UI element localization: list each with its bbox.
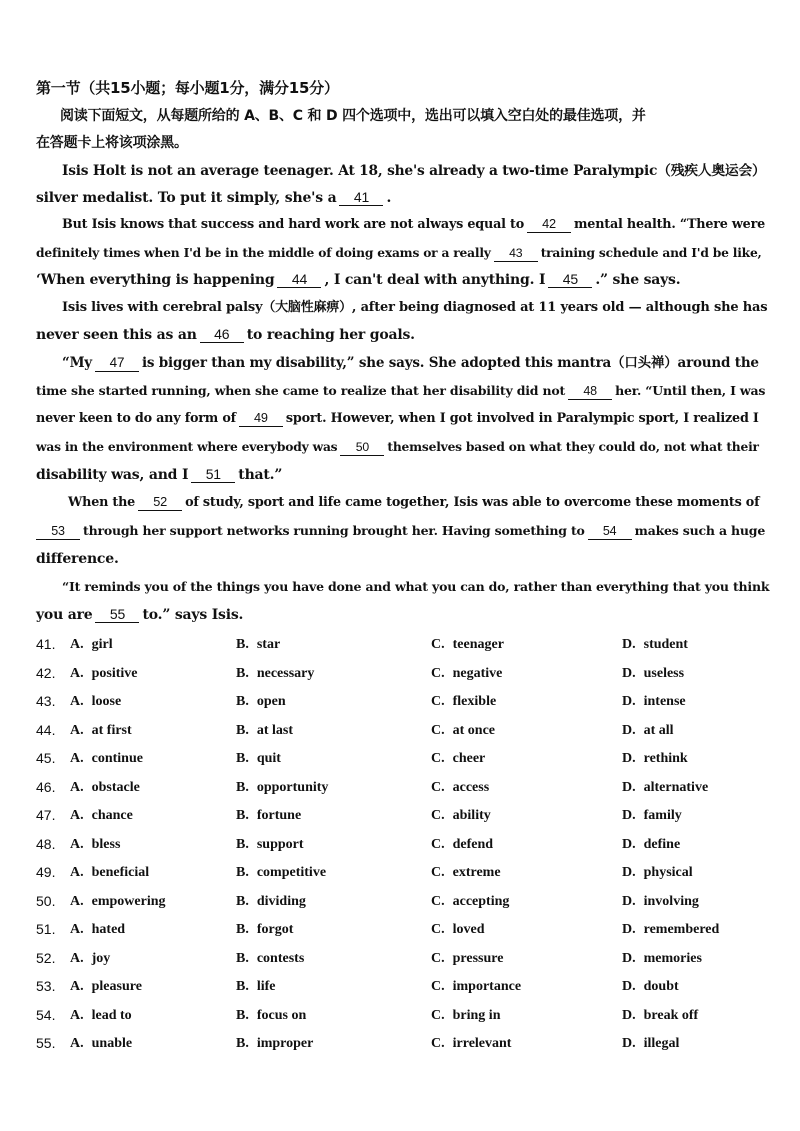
option-c [431,1032,511,1055]
option-text: open [256,694,286,709]
instruction-line-1: 阅读下面短文，从每题所给的 A、B、C 和 D 四个选项中，选出可以填入空白处的最佳选项，并 [60,108,646,124]
option-c [431,918,485,941]
blank-52: 52 [138,494,182,511]
question-number: 43. [36,693,56,709]
text: to.” says Isis. [142,607,244,623]
option-d [622,918,719,941]
option-letter: D. [622,779,636,795]
option-letter: B. [236,922,249,937]
blank-43: 43 [494,245,538,262]
option-text: lead to [91,1007,132,1023]
option-text: empowering [91,893,166,909]
text: you are [36,607,93,623]
option-letter: A. [70,950,84,966]
option-d [622,1032,679,1055]
text: “My [62,355,92,371]
option-letter: B. [236,893,249,909]
option-text: cheer [452,751,486,766]
question-number: 49. [36,864,56,880]
option-a [70,776,140,799]
option-letter: B. [236,751,249,766]
option-d [622,719,674,742]
question-number: 46. [36,778,56,795]
blank-42: 42 [527,216,571,233]
option-d [622,947,702,970]
option-a [70,690,121,713]
option-text: define [643,836,681,852]
option-text: family [643,808,682,823]
option-row [0,947,800,969]
question-number: 45. [36,750,56,766]
option-letter: B. [236,779,249,795]
option-text: forgot [256,922,294,937]
option-text: teenager [452,637,504,652]
option-text: doubt [643,979,679,994]
option-letter: D. [622,722,636,738]
option-text: defend [452,836,494,852]
blank-53: 53 [36,523,80,540]
option-letter: C. [431,893,445,909]
option-row [0,975,800,997]
option-letter: A. [70,637,84,652]
question-number: 55. [36,1035,56,1051]
passage-line [62,215,770,235]
text: sport. However, when I got involved in Paralympic sport, I realized I [285,411,759,426]
text: is bigger than my disability,” she says. She adopted this mantra [141,355,612,371]
passage-line [68,493,770,513]
option-row [0,719,800,741]
option-text: competitive [256,865,327,880]
option-letter: C. [431,751,445,766]
option-a [70,719,132,742]
text: definitely times when I'd be in the middle of doing exams or a really [36,245,491,260]
option-letter: C. [431,836,445,852]
option-text: opportunity [256,779,329,795]
passage-line [62,353,770,373]
option-b [236,861,326,884]
option-letter: A. [70,1007,84,1023]
option-text: positive [91,665,138,681]
option-a [70,947,110,970]
option-text: accepting [452,893,510,909]
option-c [431,776,489,799]
blank-47: 47 [95,355,139,372]
passage-line: difference. [36,551,119,567]
option-row [0,833,800,855]
option-letter: D. [622,893,636,909]
blank-54: 54 [588,523,632,540]
text: never seen this as an [36,327,197,343]
option-row [0,776,800,798]
option-a [70,918,125,941]
option-letter: A. [70,665,84,681]
option-text: star [256,637,281,652]
text: When the [68,495,136,510]
option-c [431,861,501,884]
section-heading: 第一节（共15小题；每小题1分，满分15分） [36,79,339,97]
option-d [622,833,680,856]
option-c [431,690,496,713]
option-text: at last [256,722,294,738]
chinese-gloss: （口头禅） [611,355,678,371]
option-letter: A. [70,1036,84,1051]
option-row [0,1032,800,1054]
option-text: involving [643,893,699,909]
option-a [70,833,120,856]
option-text: flexible [452,694,497,709]
text: But Isis knows that success and hard work are not always equal to [62,217,524,232]
passage-line [36,381,770,401]
option-row [0,1004,800,1026]
passage-line: “It reminds you of the things you have done and what you can do, rather than everything that you think [62,579,770,594]
option-text: unable [91,1036,133,1051]
text: through her support networks running brought her. Having something to [83,523,585,538]
option-text: extreme [452,865,501,880]
option-d [622,804,682,827]
option-letter: C. [431,1007,445,1023]
option-letter: B. [236,694,249,709]
question-number: 52. [36,949,56,966]
question-number: 42. [36,664,56,681]
option-letter: B. [236,950,249,966]
blank-51: 51 [191,466,235,483]
option-a [70,975,142,998]
option-text: student [643,637,688,652]
option-a [70,662,138,685]
option-text: improper [256,1036,314,1051]
text: disability was, and I [36,467,189,483]
option-letter: C. [431,694,445,709]
blank-50: 50 [340,439,384,456]
option-text: necessary [256,665,315,681]
option-text: memories [643,950,702,966]
option-d [622,890,699,913]
option-b [236,747,281,770]
text: never keen to do any form of [36,411,236,426]
option-letter: D. [622,637,636,652]
text: was in the environment where everybody was [36,439,338,454]
option-c [431,1004,500,1027]
option-letter: C. [431,779,445,795]
question-number: 54. [36,1006,56,1023]
option-letter: D. [622,979,636,994]
option-letter: A. [70,893,84,909]
question-number: 48. [36,835,56,852]
option-text: importance [452,979,522,994]
option-letter: C. [431,665,445,681]
option-text: useless [643,665,685,681]
text: that.” [238,467,283,483]
text: to reaching her goals. [246,327,415,343]
option-text: illegal [643,1036,680,1051]
text: Isis lives with cerebral palsy [62,300,263,315]
option-text: access [452,779,490,795]
blank-45: 45 [548,271,592,288]
option-letter: D. [622,950,636,966]
option-letter: C. [431,950,445,966]
option-text: bless [91,836,121,852]
passage-line [36,243,770,263]
option-text: dividing [256,893,306,909]
instruction-line-2: 在答题卡上将该项涂黑。 [36,135,188,151]
option-text: rethink [643,751,688,766]
passage-line [36,521,770,541]
option-text: at once [452,722,496,738]
passage-line [36,465,770,485]
option-letter: C. [431,865,445,880]
option-text: life [256,979,276,994]
option-b [236,690,286,713]
option-text: intense [643,694,686,709]
question-number: 41. [36,636,56,652]
option-c [431,633,504,656]
option-letter: D. [622,1007,636,1023]
option-c [431,747,485,770]
passage-line [62,298,770,318]
text: .” she says. [595,272,681,288]
option-b [236,975,276,998]
option-letter: B. [236,979,249,994]
text: training schedule and I'd be like, [540,245,762,260]
option-letter: B. [236,722,249,738]
option-letter: A. [70,865,84,880]
option-row [0,918,800,940]
option-a [70,747,143,770]
option-letter: A. [70,722,84,738]
option-text: support [256,836,304,852]
blank-48: 48 [568,383,612,400]
option-letter: A. [70,808,84,823]
option-text: negative [452,665,503,681]
option-letter: C. [431,722,445,738]
text: her. “Until then, I was [615,383,766,398]
blank-46: 46 [200,326,244,343]
option-letter: B. [236,808,249,823]
passage-line [36,409,770,429]
option-text: continue [91,751,143,766]
text: time she started running, when she came to realize that her disability did not [36,383,566,398]
option-d [622,861,693,884]
option-letter: C. [431,637,445,652]
option-text: alternative [643,779,709,795]
option-letter: C. [431,808,445,823]
option-letter: B. [236,1036,249,1051]
option-c [431,833,493,856]
option-b [236,662,314,685]
text: . [386,190,392,206]
option-d [622,975,679,998]
option-text: loved [452,922,485,937]
option-text: loose [91,694,122,709]
option-text: chance [91,808,133,823]
option-row [0,690,800,712]
option-text: remembered [643,922,720,937]
option-text: girl [91,637,113,652]
option-letter: D. [622,836,636,852]
question-number: 44. [36,721,56,738]
option-a [70,861,149,884]
option-row [0,747,800,769]
blank-49: 49 [239,410,283,427]
option-a [70,890,166,913]
option-letter: D. [622,865,636,880]
option-b [236,1004,306,1027]
question-number: 53. [36,978,56,994]
option-row [0,861,800,883]
text: makes such a huge [634,523,766,538]
passage-line [62,161,770,181]
option-a [70,1032,132,1055]
option-b [236,776,328,799]
option-letter: B. [236,865,249,880]
text: , after being diagnosed at 11 years old — although she has [351,300,768,315]
text: of study, sport and life came together, Isis was able to overcome these moments of [185,495,760,510]
option-letter: C. [431,1036,445,1051]
question-number: 51. [36,921,56,937]
option-b [236,804,301,827]
option-letter: A. [70,836,84,852]
option-c [431,975,521,998]
option-letter: C. [431,922,445,937]
option-text: quit [256,751,281,766]
option-letter: A. [70,694,84,709]
option-letter: A. [70,979,84,994]
text: themselves based on what they could do, not what their [387,439,759,454]
option-text: ability [452,808,491,823]
option-text: fortune [256,808,302,823]
option-text: hated [91,922,126,937]
option-text: at first [91,722,132,738]
option-letter: B. [236,665,249,681]
option-row [0,662,800,684]
passage-line [36,270,770,290]
option-c [431,804,491,827]
option-text: pressure [452,950,504,966]
option-letter: B. [236,836,249,852]
option-letter: D. [622,694,636,709]
option-d [622,662,684,685]
option-b [236,633,280,656]
option-row [0,804,800,826]
blank-41: 41 [339,189,383,206]
option-d [622,690,686,713]
option-b [236,890,306,913]
option-letter: A. [70,751,84,766]
passage-line [36,188,770,208]
option-b [236,833,304,856]
option-text: contests [256,950,305,966]
option-text: beneficial [91,865,150,880]
option-a [70,804,133,827]
option-d [622,1004,698,1027]
option-b [236,1032,313,1055]
option-text: at all [643,722,674,738]
option-text: focus on [256,1007,307,1023]
text: around the [677,355,759,371]
option-c [431,719,495,742]
option-letter: B. [236,1007,249,1023]
chinese-gloss: （残疾人奥运会） [657,163,766,179]
option-text: physical [643,865,693,880]
option-letter: A. [70,779,84,795]
option-text: obstacle [91,779,140,795]
option-letter: D. [622,922,636,937]
passage-line [36,605,770,625]
text: Isis Holt is not an average teenager. At 18, she's already a two-time Paralympic [62,163,658,179]
option-d [622,776,708,799]
option-text: break off [643,1007,699,1023]
option-letter: B. [236,637,249,652]
option-b [236,719,293,742]
option-b [236,947,304,970]
option-text: joy [91,950,111,966]
blank-44: 44 [277,271,321,288]
option-d [622,633,688,656]
option-letter: D. [622,1036,636,1051]
text: mental health. “There were [574,217,766,232]
question-number: 50. [36,892,56,909]
option-row [0,633,800,655]
option-letter: D. [622,751,636,766]
passage-line [36,437,770,457]
option-letter: C. [431,979,445,994]
chinese-gloss: （大脑性麻痹） [262,300,352,315]
option-b [236,918,293,941]
option-d [622,747,688,770]
option-letter: D. [622,665,636,681]
option-c [431,947,503,970]
text: silver medalist. To put it simply, she's a [36,190,337,206]
text: , I can't deal with anything. I [324,272,546,288]
passage-line [36,325,770,345]
blank-55: 55 [95,606,139,623]
option-text: bring in [452,1007,501,1023]
option-c [431,890,509,913]
option-letter: D. [622,808,636,823]
option-a [70,633,113,656]
option-c [431,662,502,685]
text: ‘When everything is happening [36,272,275,288]
option-text: pleasure [91,979,142,994]
option-letter: A. [70,922,84,937]
option-text: irrelevant [452,1036,512,1051]
option-a [70,1004,132,1027]
question-number: 47. [36,807,56,823]
option-row [0,890,800,912]
